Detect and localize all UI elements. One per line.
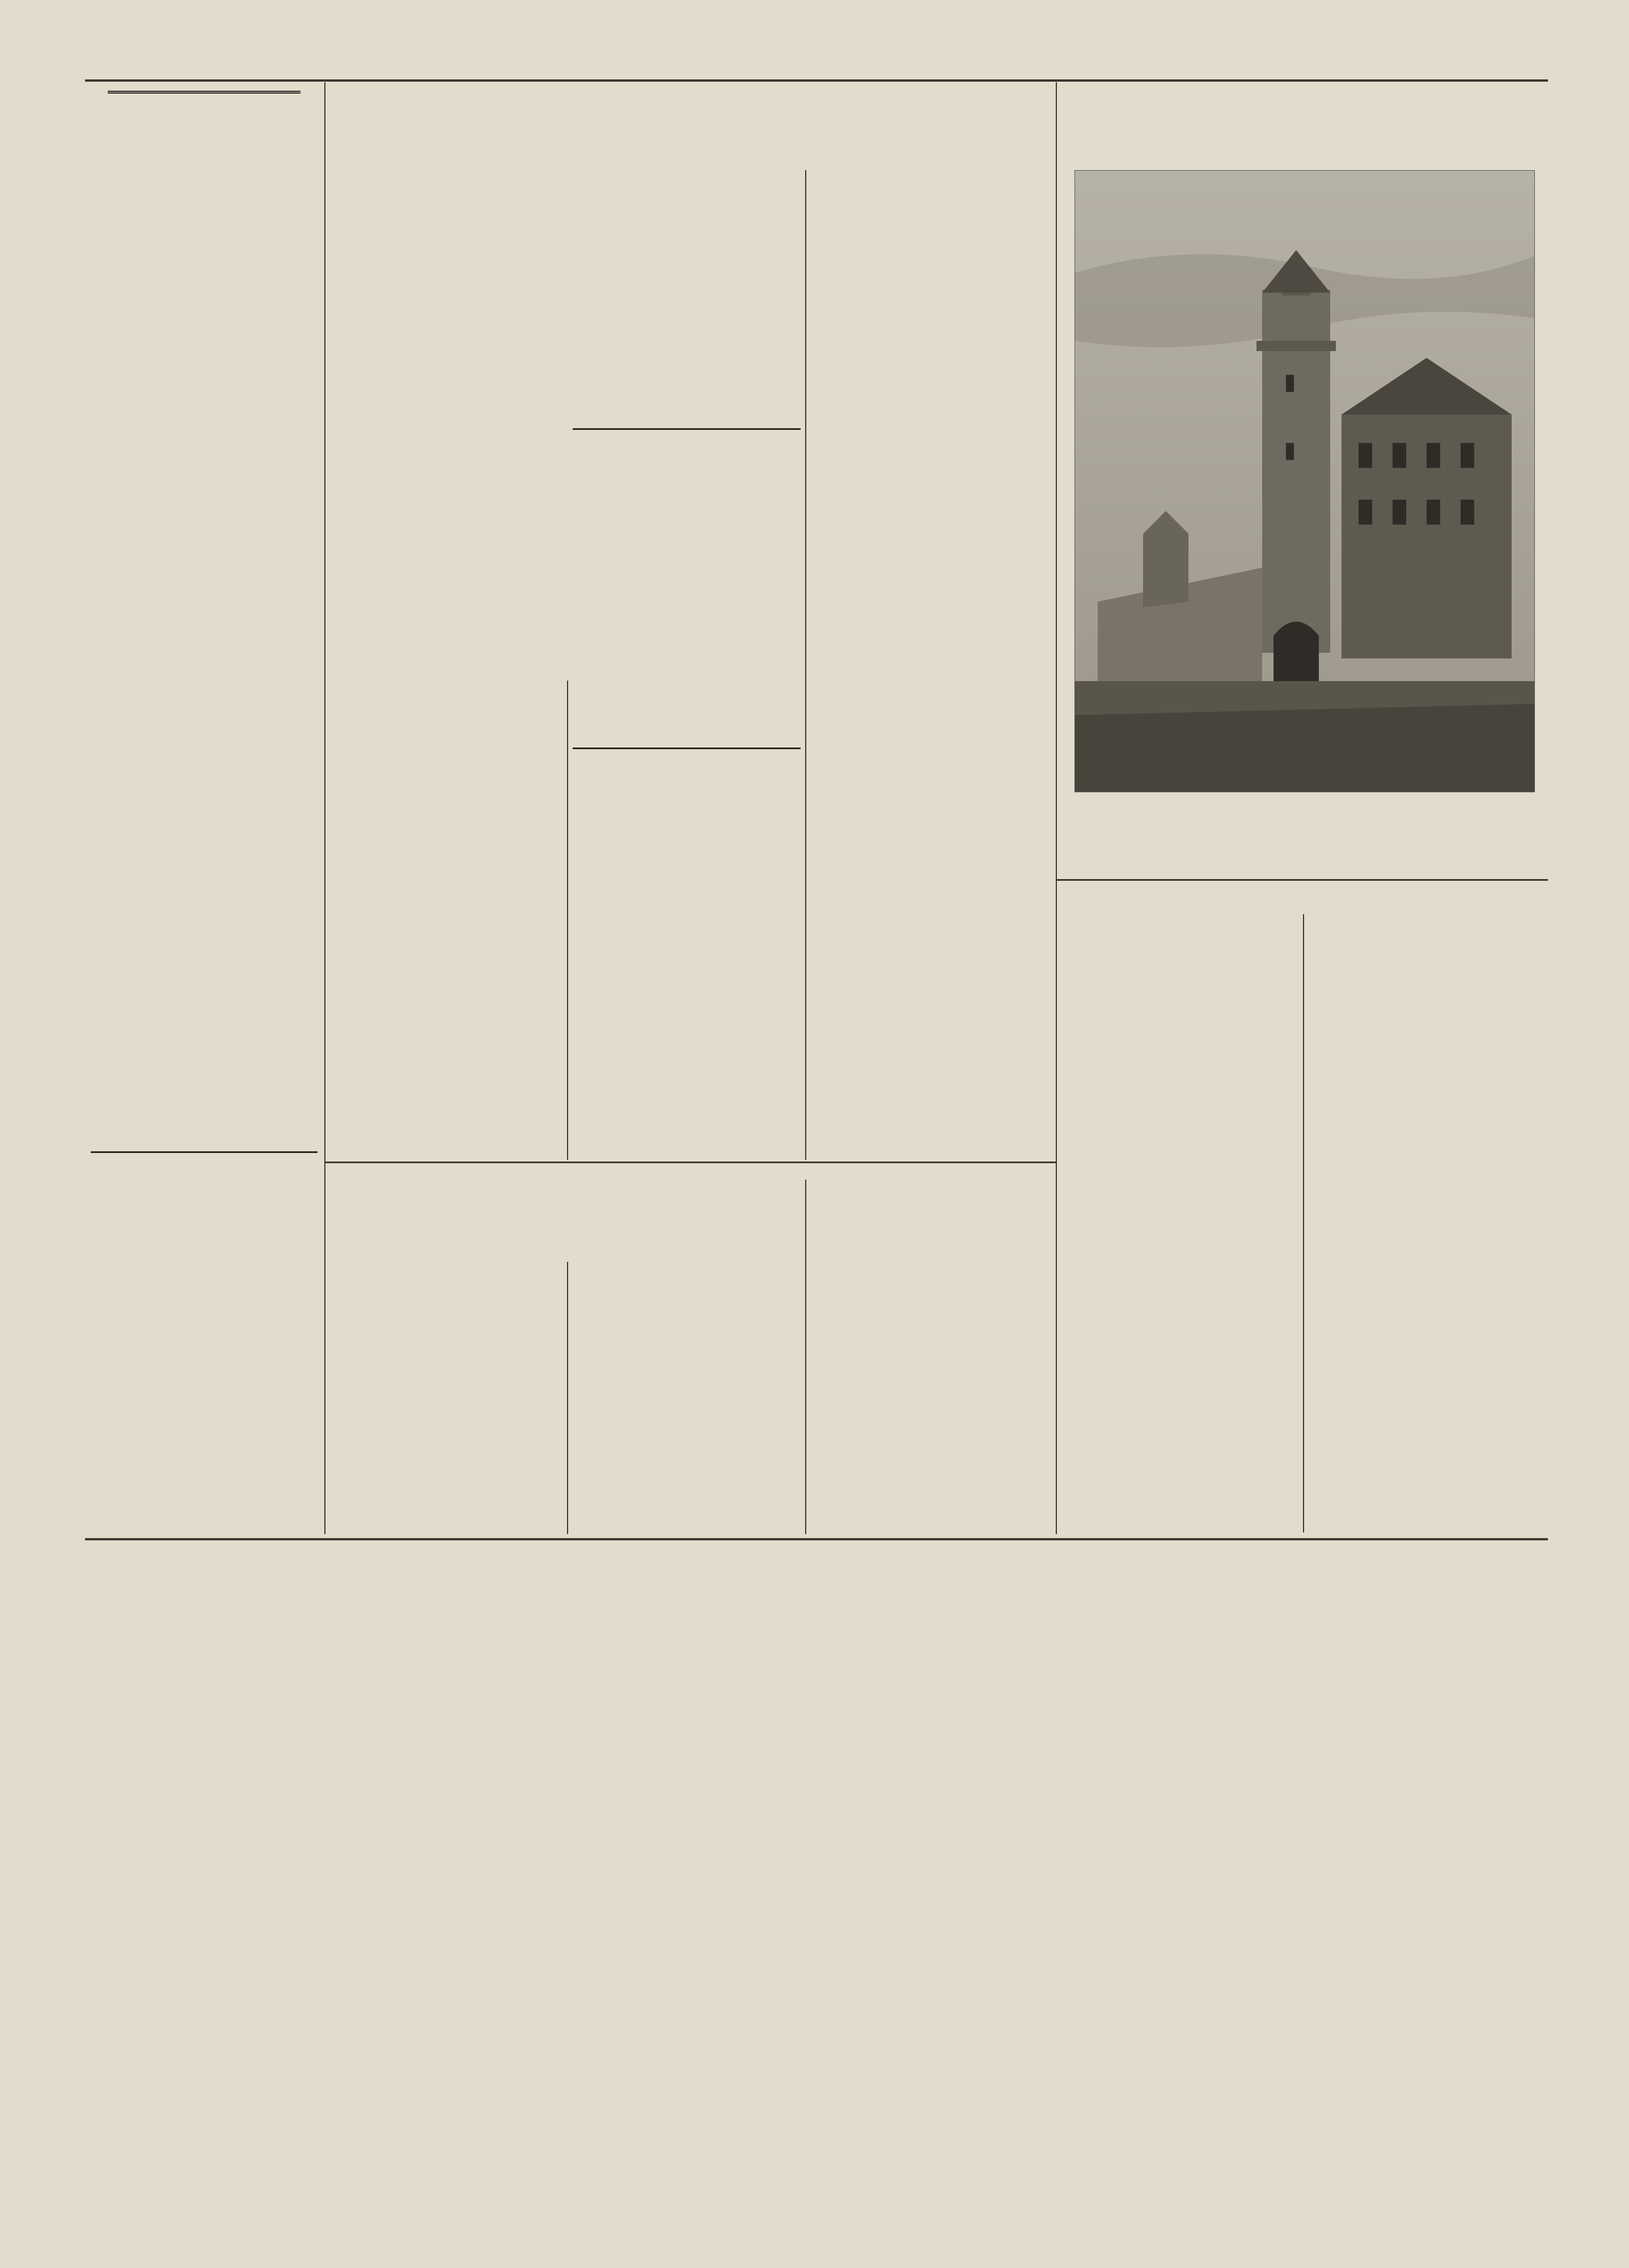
column-rule	[805, 170, 806, 1160]
anekdote-col1	[1065, 914, 1297, 1532]
guter-rat-poem	[573, 438, 801, 455]
column-rule	[1056, 82, 1057, 1534]
heimat-photo	[1074, 170, 1535, 792]
column-rule	[567, 1262, 568, 1534]
september-col2	[573, 1262, 801, 1534]
column-rule	[324, 82, 325, 1534]
september-col1	[332, 1262, 561, 1534]
feuilleton-label	[108, 91, 301, 94]
masthead-rule	[85, 79, 1548, 82]
roman-col1	[85, 1693, 318, 2260]
roemerberg-col3	[812, 183, 1050, 1158]
section-rule	[1057, 879, 1548, 881]
roemerberg-col2	[573, 183, 801, 421]
roemerberg-col1	[332, 183, 561, 1158]
guter-rat-box	[573, 428, 801, 749]
kulturkalender-body	[91, 1185, 315, 1531]
kulturkalender-label	[91, 1151, 318, 1153]
feuilleton-body	[91, 193, 315, 1134]
column-rule	[1303, 914, 1304, 1532]
column-rule	[805, 1180, 806, 1534]
section-rule	[325, 1162, 1056, 1163]
roemerberg-col2b	[573, 754, 801, 1158]
september-col3	[812, 1180, 1050, 1534]
tower-illustration	[1075, 171, 1534, 792]
section-rule	[85, 1538, 1548, 1540]
column-rule	[567, 681, 568, 1160]
anekdote-col2	[1310, 914, 1543, 1532]
